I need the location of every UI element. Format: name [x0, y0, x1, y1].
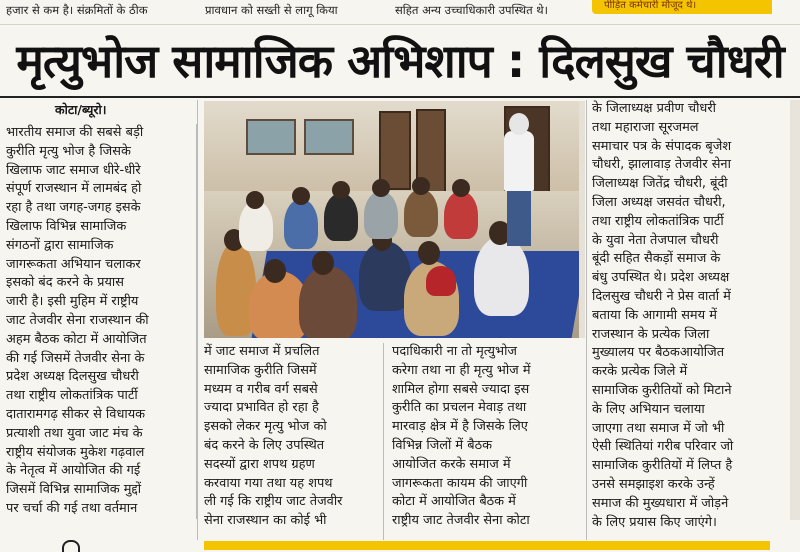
- article-line: ऐसी स्थितियां गरीब परिवार जो: [592, 439, 734, 455]
- article-line: इसको लेकर मृत्यु भोज को: [204, 419, 327, 435]
- article-line: के नेतृत्व में आयोजित की गई: [6, 463, 141, 479]
- article-line: शामिल होगा सबसे ज्यादा इस: [392, 381, 530, 397]
- seated-person: [364, 191, 398, 239]
- person-head: [312, 251, 334, 275]
- article-line: के लिए प्रयास किए जाएंगे।: [592, 514, 717, 530]
- article-line: करवाया गया तथा यह शपथ: [204, 475, 333, 491]
- article-line: भारतीय समाज की सबसे बड़ी: [6, 125, 144, 140]
- strip-badge-text: पीड़ित कर्मचारी मौजूद थे।: [604, 0, 697, 11]
- person-head: [332, 181, 350, 199]
- headline: मृत्युभोज सामाजिक अभिशाप : दिलसुख चौधरी: [16, 34, 784, 88]
- column-divider: [383, 343, 384, 540]
- article-line: के लिए अभियान चलाया: [592, 401, 705, 417]
- article-line: जिसमें विभिन्न सामाजिक मुद्दों: [6, 482, 142, 498]
- speaker-jeans: [507, 191, 531, 246]
- article-line: चौधरी, झालावाड़ तेजवीर सेना: [592, 157, 731, 173]
- dateline: कोटा/ब्यूरो।: [55, 102, 107, 117]
- group-meeting-photo: [204, 101, 585, 338]
- article-line: जाएगा तथा समाज में जो भी: [592, 420, 725, 436]
- article-line: विभिन्न जिलों में बैठक: [392, 437, 492, 453]
- strip-text-col3: सहित अन्य उच्चाधिकारी उपस्थित थे।: [395, 3, 549, 17]
- photo-window: [304, 119, 354, 155]
- article-line: कोटा में आयोजित बैठक में: [392, 494, 516, 510]
- photo-window: [246, 119, 296, 155]
- article-line: मारवाड़ क्षेत्र में है जिसके लिए: [392, 419, 528, 435]
- article-line: खिलाफ जाट समाज धीरे-धीरे: [6, 162, 141, 178]
- seated-person: [324, 193, 358, 241]
- photo-border: [579, 101, 585, 338]
- article-line: पर चर्चा की गई तथा वर्तमान: [6, 500, 138, 516]
- article-line: में जाट समाज में प्रचलित: [204, 344, 320, 359]
- article-line: सामाजिक कुरीति जिसमें: [204, 362, 317, 378]
- article-line: राजस्थान के प्रत्येक जिला: [592, 326, 710, 342]
- seated-person: [444, 191, 478, 239]
- article-line: बूंदी सहित सैकड़ों समाज के: [592, 251, 721, 267]
- person-head: [412, 177, 430, 195]
- article-line: जागरूकता अभियान चलाकर: [6, 256, 141, 272]
- person-head: [264, 259, 286, 283]
- article-line: जाट तेजवीर सेना राजस्थान की: [6, 312, 149, 328]
- article-line: जिलाध्यक्ष जितेंद्र चौधरी, बूंदी: [592, 176, 728, 192]
- article-line: की गई जिसमें तेजवीर सेना के: [6, 350, 145, 366]
- person-head: [452, 179, 470, 197]
- article-line: जारी है। इसी मुहिम में राष्ट्रीय: [6, 294, 139, 310]
- article-column-4: [592, 100, 772, 532]
- article-line: मध्यम व गरीब वर्ग सबसे: [204, 381, 318, 397]
- person-head: [372, 179, 390, 197]
- article-line: दातारामगढ़ सीकर से विधायक: [6, 406, 146, 422]
- article-line: पदाधिकारी ना तो मृत्युभोज: [392, 344, 517, 359]
- article-line: तथा राष्ट्रीय लोकतांत्रिक पार्टी: [6, 388, 138, 404]
- article-line: ज्यादा प्रभावित हो रहा है: [204, 400, 319, 416]
- article-line: अहम बैठक कोटा में आयोजित: [6, 331, 147, 347]
- article-line: प्रत्याशी तथा युवा जाट मंच के: [6, 425, 143, 441]
- article-line: दिलसुख चौधरी ने प्रेस वार्ता में: [592, 288, 731, 304]
- article-line: कुरीति का प्रचलन मेवाड़ तथा: [392, 400, 527, 416]
- article-line: उनसे समझाइश करके उन्हें: [592, 476, 715, 492]
- article-line: करेगा तथा ना ही मृत्यु भोज में: [392, 362, 531, 378]
- person-head: [292, 187, 310, 205]
- strip-badge: [592, 0, 772, 14]
- seated-person: [284, 199, 318, 249]
- article-column-1: [6, 124, 197, 519]
- article-line: करके प्रत्येक जिले में: [592, 364, 688, 380]
- seated-person: [299, 266, 357, 338]
- article-line: संगठनों द्वारा सामाजिक: [6, 237, 114, 253]
- article-line: मुख्यालय पर बैठकआयोजित: [592, 345, 725, 361]
- seated-person: [474, 236, 529, 316]
- article-line: के युवा नेता तेजपाल चौधरी: [592, 232, 719, 248]
- page-edge: [790, 100, 800, 520]
- article-line: के जिलाध्यक्ष प्रवीण चौधरी: [592, 101, 716, 116]
- standing-speaker: [504, 131, 534, 191]
- article-line: सामाजिक कुरीतियों में लिप्त है: [592, 458, 733, 474]
- article-line: कुरीति मृत्यु भोज है जिसके: [6, 143, 131, 159]
- previous-article-strip: [0, 0, 800, 25]
- article-line: समाचार पत्र के संपादक बृजेश: [592, 138, 732, 154]
- article-line: राष्ट्रीय जाट तेजवीर सेना कोटा: [392, 513, 530, 529]
- article-line: सदस्यों द्वारा शपथ ग्रहण: [204, 456, 315, 472]
- cropped-glyph: [62, 540, 80, 552]
- bottom-accent-bar: [204, 541, 770, 550]
- article-line: समाज की मुख्यधारा में जोड़ने: [592, 495, 729, 511]
- article-line: संपूर्ण राजस्थान में लामबंद हो: [6, 181, 142, 197]
- article-line: राष्ट्रीय संयोजक मुकेश गढ़वाल: [6, 444, 145, 460]
- strip-text-col2: प्रावधान को सख्ती से लागू किया: [205, 3, 338, 17]
- article-line: बताया कि आगामी समय में: [592, 307, 717, 323]
- article-line: रहा है तथा जगह-जगह इसके: [6, 200, 141, 216]
- article-line: प्रदेश अध्यक्ष दिलसुख चौधरी: [6, 369, 139, 385]
- headline-rule: [0, 96, 800, 98]
- article-line: खिलाफ विभिन्न सामाजिक: [6, 218, 127, 234]
- article-line: बंधु उपस्थित थे। प्रदेश अध्यक्ष: [592, 270, 730, 286]
- article-column-2: [204, 343, 372, 531]
- article-column-3: [392, 343, 570, 531]
- article-line: तथा महाराजा सूरजमल: [592, 119, 699, 135]
- scarf: [426, 266, 456, 296]
- article-line: जिला अध्यक्ष जसवंत चौधरी,: [592, 194, 726, 210]
- article-line: सेना राजस्थान का कोई भी: [204, 513, 327, 529]
- article-line: तथा राष्ट्रीय लोकतांत्रिक पार्टी: [592, 213, 724, 229]
- seated-person: [404, 189, 438, 237]
- column-divider: [197, 100, 198, 540]
- person-head: [418, 241, 440, 265]
- person-head: [246, 191, 264, 209]
- speaker-turban: [509, 113, 529, 135]
- article-line: बंद करने के लिए उपस्थित: [204, 437, 325, 453]
- article-line: ली गई कि राष्ट्रीय जाट तेजवीर: [204, 494, 343, 510]
- article-line: जागरूकता कायम की जाएगी: [392, 475, 528, 491]
- column-divider: [586, 100, 587, 540]
- photo-door: [379, 111, 411, 190]
- article-line: इसको बंद करने के प्रयास: [6, 275, 124, 291]
- strip-text-col1: हजार से कम है। संक्रमितों के ठीक: [6, 3, 148, 17]
- article-line: सामाजिक कुरीतियों को मिटाने: [592, 382, 732, 398]
- article-line: आयोजित करके समाज में: [392, 456, 511, 472]
